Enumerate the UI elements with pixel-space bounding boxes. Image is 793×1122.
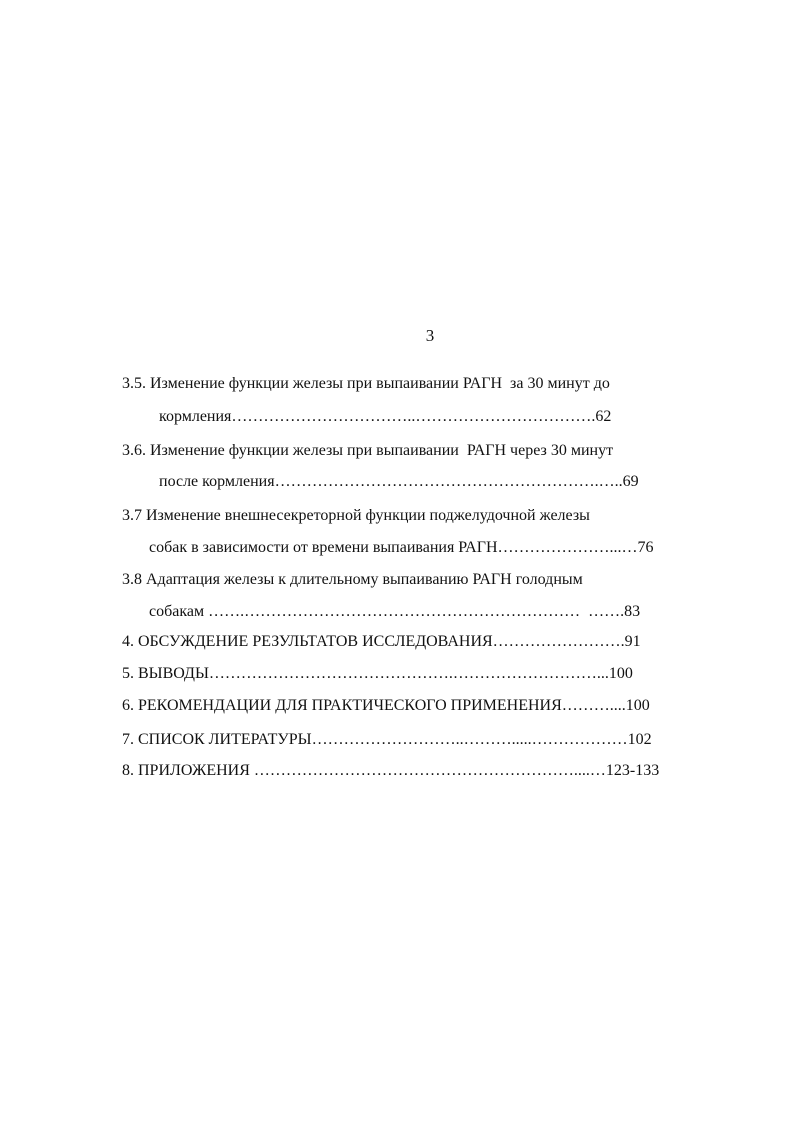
toc-entry-6: 6. РЕКОМЕНДАЦИИ ДЛЯ ПРАКТИЧЕСКОГО ПРИМЕНЕНИЯ………....100 bbox=[122, 697, 650, 714]
toc-entry-3-8-continuation: собакам …….……………………………………………………… …….83 bbox=[149, 603, 641, 620]
toc-entry-3-6-title: 3.6. Изменение функции железы при выпаивании РАГН через 30 минут bbox=[122, 442, 614, 459]
toc-entry-7: 7. СПИСОК ЛИТЕРАТУРЫ………………………..……….....………………102 bbox=[122, 731, 652, 748]
toc-entry-3-5-title: 3.5. Изменение функции железы при выпаивании РАГН за 30 минут до bbox=[122, 375, 610, 392]
toc-entry-3-7-continuation: собак в зависимости от времени выпаивания РАГН…………………...…76 bbox=[149, 539, 654, 556]
toc-entry-3-5-continuation: кормления……………………………..…………………………….62 bbox=[159, 408, 612, 425]
toc-entry-3-8-title: 3.8 Адаптация железы к длительному выпаиванию РАГН голодным bbox=[122, 571, 583, 588]
toc-entry-3-7-title: 3.7 Изменение внешнесекреторной функции поджелудочной железы bbox=[122, 507, 590, 524]
toc-entry-8: 8. ПРИЛОЖЕНИЯ ……………………………………………………....…123-133 bbox=[122, 762, 660, 779]
toc-entry-5: 5. ВЫВОДЫ……………………………………….………………………...100 bbox=[122, 665, 633, 682]
toc-entry-4: 4. ОБСУЖДЕНИЕ РЕЗУЛЬТАТОВ ИССЛЕДОВАНИЯ…………………….91 bbox=[122, 633, 641, 650]
toc-entry-3-6-continuation: после кормления…………………………………………………….…..69 bbox=[159, 473, 639, 490]
page-number: 3 bbox=[425, 326, 435, 345]
